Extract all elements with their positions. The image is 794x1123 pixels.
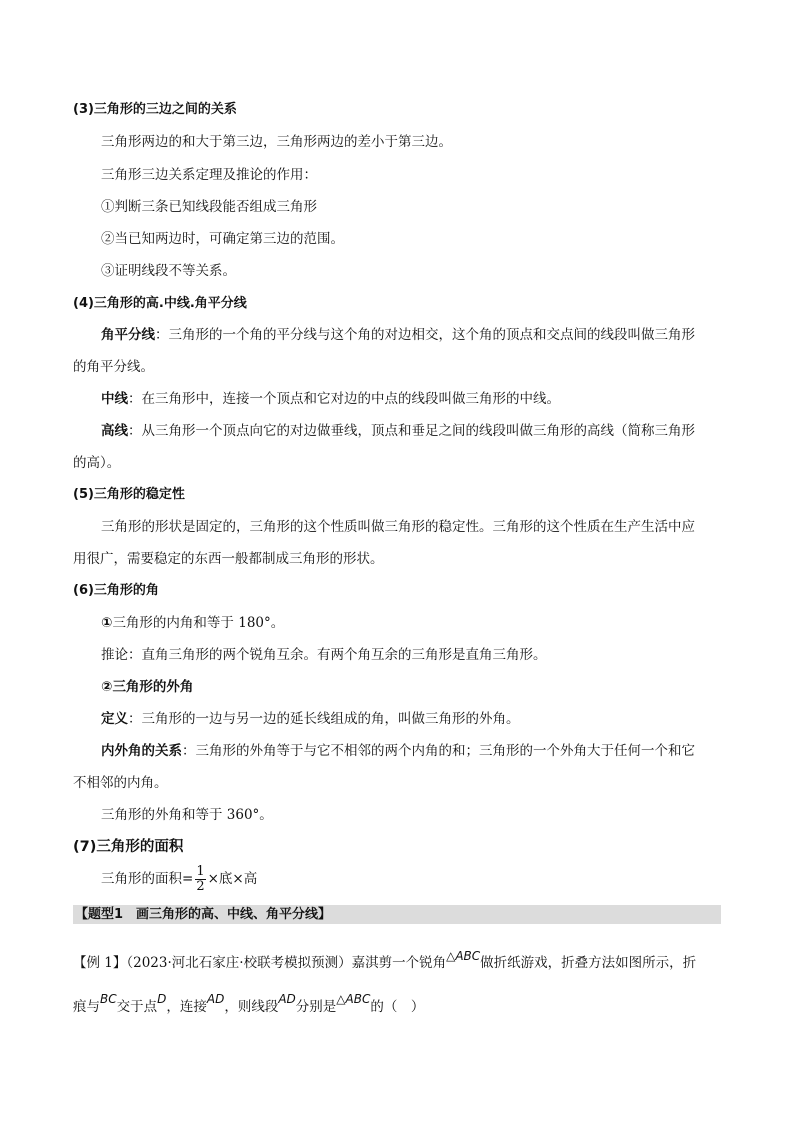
relation-text-1: ：三角形的外角等于与它不相邻的两个内角的和；三角形的一个外角大于任何一个和它 — [182, 743, 695, 759]
definition-text: ：三角形的一边与另一边的延长线组成的角，叫做三角形的外角。 — [128, 711, 520, 727]
example-1-mid: 做折纸游戏，折叠方法如图所示，折 — [480, 955, 697, 971]
section-4-heading: (4)三角形的高.中线.角平分线 — [73, 296, 247, 311]
stability-line-2: 用很广，需要稳定的东西一般都制成三角形的形状。 — [73, 551, 384, 567]
relation-term: 内外角的关系 — [101, 743, 182, 759]
definition-term: 定义 — [101, 711, 128, 727]
bisector-line-2: 的角平分线。 — [73, 359, 154, 375]
text-then-segment: ，则线段 — [224, 999, 279, 1015]
section-3-line-4: ②当已知两边时，可确定第三边的范围。 — [101, 231, 344, 247]
example-1-line-1 — [73, 949, 697, 973]
bisector-term: 角平分线 — [101, 327, 155, 343]
triangle-abc-2 — [336, 991, 370, 1007]
text-meet-at: 交于点 — [116, 999, 158, 1015]
altitude-term: 高线 — [101, 423, 128, 439]
altitude-line-1 — [101, 421, 695, 441]
angle-inference: 推论：直角三角形的两个锐角互余。有两个角互余的三角形是直角三角形。 — [101, 647, 547, 663]
median-term: 中线 — [101, 391, 128, 407]
section-3-line-5: ③证明线段不等关系。 — [101, 263, 236, 279]
stability-line-1: 三角形的形状是固定的，三角形的这个性质叫做三角形的稳定性。三角形的这个性质在生产生活中应 — [101, 519, 695, 535]
exterior-definition — [101, 709, 520, 729]
fraction-numerator: 1 — [196, 864, 205, 879]
point-1-text: 三角形的内角和等于 180°。 — [112, 615, 285, 631]
angle-relation-line-1 — [101, 741, 695, 761]
area-formula — [101, 865, 257, 894]
triangle-abc — [446, 948, 480, 964]
section-3-line-3: ①判断三条已知线段能否组成三角形 — [101, 199, 317, 215]
abc-label-2: ABC — [345, 992, 371, 1006]
median-text: ：在三角形中，连接一个顶点和它对边的中点的线段叫做三角形的中线。 — [128, 391, 560, 407]
example-1-prefix: 【例 1】（2023·河北石家庄·校联考模拟预测）嘉淇剪一个锐角 — [73, 955, 447, 971]
text-respectively: 分别是 — [295, 999, 337, 1015]
formula-fraction — [195, 865, 205, 894]
ad-label-1: AD — [206, 992, 225, 1006]
fraction-denominator: 2 — [196, 879, 205, 894]
text-fold-with: 痕与 — [73, 999, 100, 1015]
median-line — [101, 389, 560, 409]
text-connect: ，连接 — [166, 999, 207, 1015]
section-5-heading: (5)三角形的稳定性 — [73, 487, 185, 502]
section-3-heading: (3)三角形的三边之间的关系 — [73, 102, 237, 117]
formula-suffix: ×底×高 — [207, 871, 258, 887]
d-label: D — [157, 992, 167, 1006]
section-7-heading: (7)三角形的面积 — [73, 839, 184, 855]
point-2-text: 三角形的外角 — [112, 679, 194, 695]
angle-point-1 — [101, 613, 284, 633]
formula-prefix: 三角形的面积= — [101, 871, 194, 887]
example-1-line-2 — [73, 992, 425, 1017]
point-2-number: ② — [101, 679, 113, 695]
section-3-line-2: 三角形三边关系定理及推论的作用： — [101, 167, 317, 183]
exterior-angle-sum: 三角形的外角和等于 360°。 — [101, 807, 273, 823]
section-6-heading: (6)三角形的角 — [73, 583, 159, 598]
ad-label-2: AD — [278, 992, 296, 1006]
bc-label: BC — [100, 992, 117, 1006]
bisector-text-1: ：三角形的一个角的平分线与这个角的对边相交，这个角的顶点和交点间的线段叫做三角形 — [155, 327, 695, 343]
altitude-line-2: 的高）。 — [73, 455, 121, 471]
question-type-banner — [73, 905, 721, 924]
altitude-text-1: ：从三角形一个顶点向它的对边做垂线，顶点和垂足之间的线段叫做三角形的高线（简称三角形 — [128, 423, 695, 439]
triangle-symbol-2: △ — [336, 992, 346, 1006]
triangle-symbol: △ — [446, 949, 456, 963]
question-type-label: 【题型1 画三角形的高、中线、角平分线】 — [75, 907, 332, 922]
angle-point-2 — [101, 677, 193, 697]
section-3-line-1: 三角形两边的和大于第三边，三角形两边的差小于第三边。 — [101, 134, 452, 150]
abc-label: ABC — [455, 949, 481, 963]
bisector-line-1 — [101, 325, 695, 345]
angle-relation-line-2: 不相邻的内角。 — [73, 775, 168, 791]
point-1-number: ① — [101, 615, 113, 631]
answer-blank: 的（ ） — [370, 999, 425, 1015]
